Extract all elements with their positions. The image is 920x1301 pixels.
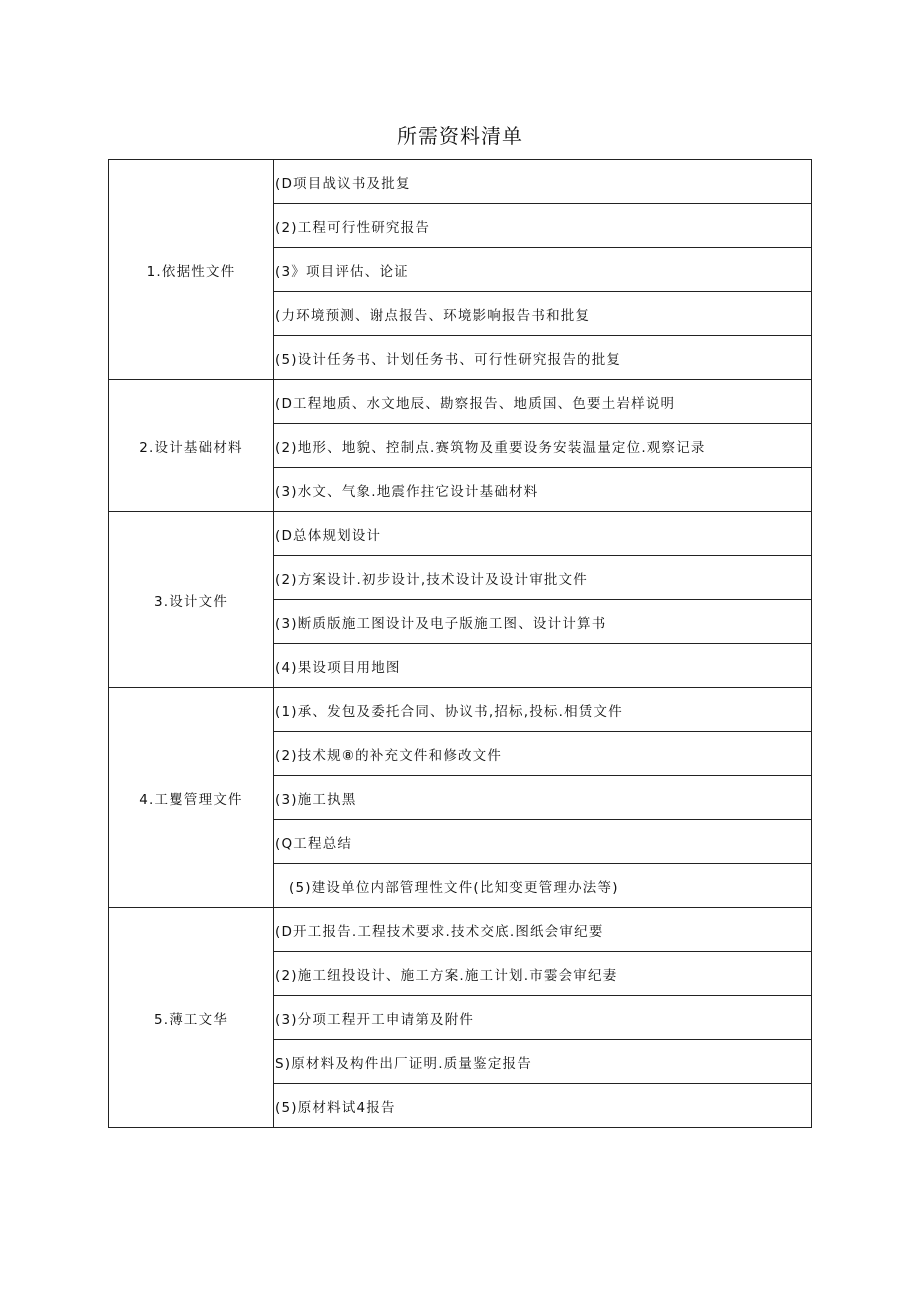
item-cell: (Q工程总结 [274, 820, 812, 864]
table-row [109, 160, 812, 204]
item-cell: (2)技术规⑧的补充文件和修改文件 [274, 732, 812, 776]
item-cell: (D总体规划设计 [274, 512, 812, 556]
item-cell: (3)水文、气象.地震作拄它设计基础材料 [274, 468, 812, 512]
category-cell: 4.工矍管理文件 [109, 688, 274, 908]
item-cell: (3》项目评估、论证 [274, 248, 812, 292]
category-cell: 1.依据性文件 [109, 160, 274, 380]
item-cell: (1)承、发包及委托合同、协议书,招标,投标.相赁文件 [274, 688, 812, 732]
category-cell: 2.设计基础材料 [109, 380, 274, 512]
item-cell: (5)设计任务书、计划任务书、可行性研究报告的批复 [274, 336, 812, 380]
item-cell: (2)地形、地貌、控制点.赛筑物及重要设务安装温量定位.观察记录 [274, 424, 812, 468]
page-title: 所需资料清单 [397, 124, 523, 148]
item-cell: (3)分项工程开工申请第及附件 [274, 996, 812, 1040]
document-list-table [108, 159, 812, 1128]
item-cell: (5)建设单位内部管理性文件(比知变更管理办法等) [274, 864, 812, 908]
item-cell: (2)方案设计.初步设计,技术设计及设计审批文件 [274, 556, 812, 600]
item-cell: (力环境预测、谢点报告、环境影响报告书和批复 [274, 292, 812, 336]
item-cell: (D工程地质、水文地辰、勘察报告、地质国、色要土岩样说明 [274, 380, 812, 424]
table-row [109, 908, 812, 952]
item-cell: (3)施工执黑 [274, 776, 812, 820]
table-row [109, 688, 812, 732]
item-cell: (D开工报告.工程技术要求.技术交底.图纸会审纪要 [274, 908, 812, 952]
table-row [109, 380, 812, 424]
item-cell: S)原材料及构件出厂证明.质量鉴定报告 [274, 1040, 812, 1084]
table-row [109, 512, 812, 556]
item-cell: (2)工程可行性研究报告 [274, 204, 812, 248]
category-cell: 3.设计文件 [109, 512, 274, 688]
item-cell: (D项目战议书及批复 [274, 160, 812, 204]
item-cell: (2)施工纽投设计、施工方案.施工计划.市霎会审纪妻 [274, 952, 812, 996]
category-cell: 5.薄工文华 [109, 908, 274, 1128]
item-cell: (4)果设项目用地图 [274, 644, 812, 688]
item-cell: (3)断质版施工图设计及电子版施工图、设计计算书 [274, 600, 812, 644]
item-cell: (5)原材料试4报告 [274, 1084, 812, 1128]
